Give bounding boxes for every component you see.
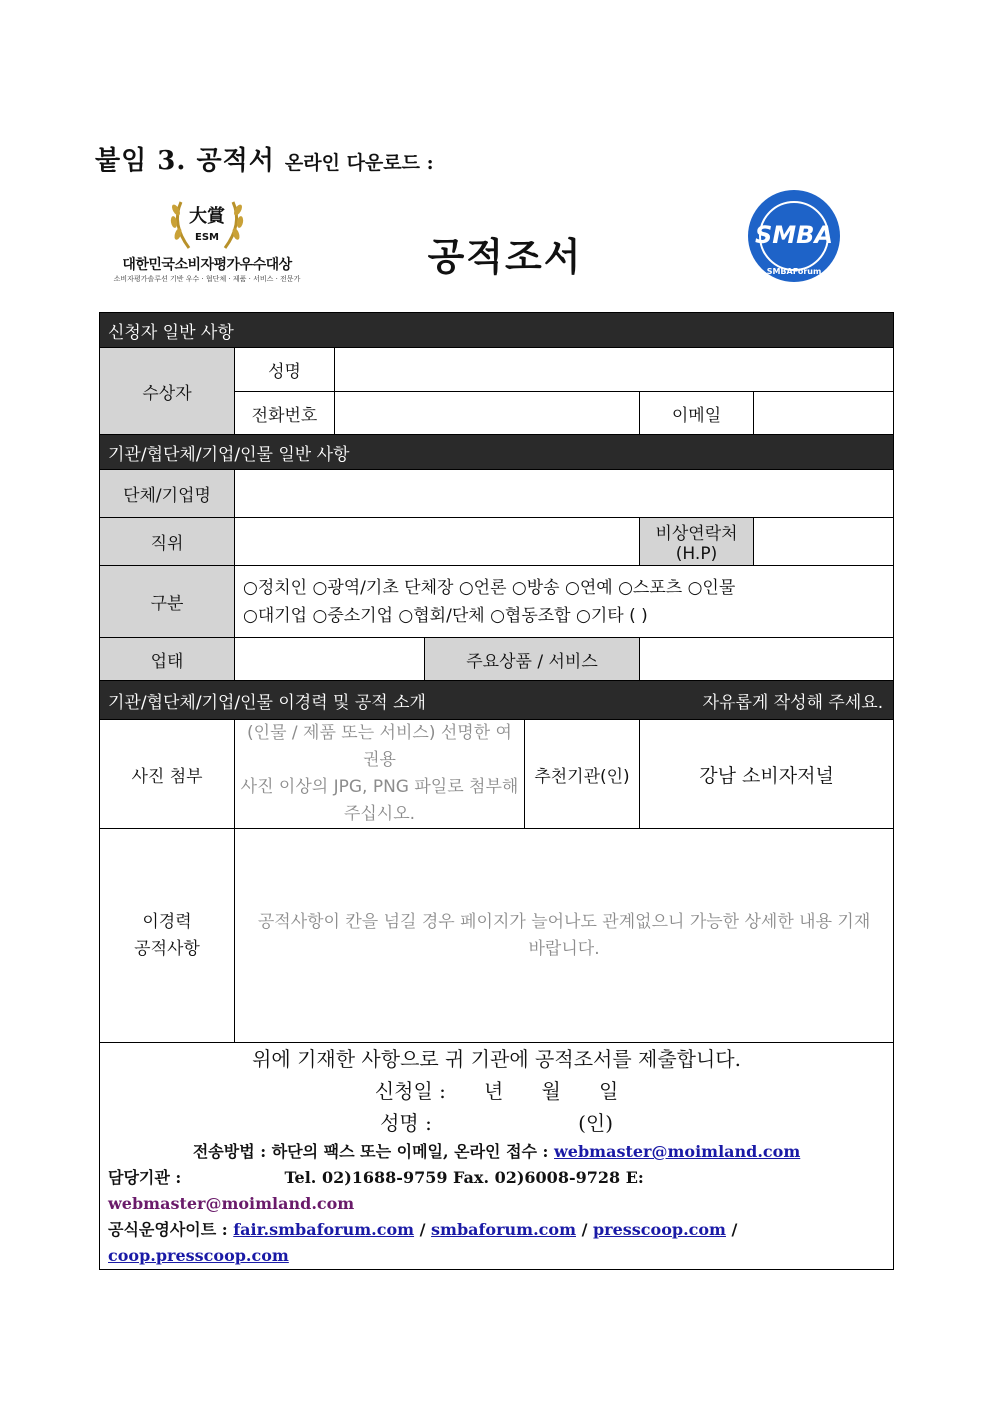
career-hint-line-1: 공적사항이 칸을 넘길 경우 페이지가 늘어나도 관계없으니 가능한 상세한 내용 기재 bbox=[257, 911, 871, 932]
svg-text:SMBA: SMBA bbox=[754, 221, 834, 249]
application-date-line: 신청일 : 년 월 일 bbox=[374, 1079, 619, 1103]
site-link-smbaforum[interactable]: smbaforum.com bbox=[431, 1220, 576, 1239]
section-applicant-header: 신청자 일반 사항 bbox=[100, 313, 894, 348]
main-product-label: 주요상품 / 서비스 bbox=[425, 638, 640, 681]
position-field[interactable] bbox=[235, 518, 640, 566]
photo-hint-line-2: 사진 이상의 JPG, PNG 파일로 첨부해 bbox=[240, 777, 519, 797]
email-field[interactable] bbox=[754, 392, 894, 435]
award-name: 대한민국소비자평가우수대상 bbox=[122, 257, 292, 273]
career-hint-line-2: 바랍니다. bbox=[528, 938, 600, 959]
photo-hint-line-1: (인물 / 제품 또는 서비스) 선명한 여권용 bbox=[247, 723, 512, 770]
name-field[interactable] bbox=[335, 348, 894, 392]
org-name-field[interactable] bbox=[235, 470, 894, 518]
submission-footer bbox=[100, 1043, 894, 1270]
form-title: 공적조서 bbox=[427, 237, 583, 279]
section-career-note: 자유롭게 작성해 주세요. bbox=[702, 692, 884, 713]
attachment-title: 붙임 3. 공적서 bbox=[95, 146, 275, 176]
svg-text:大賞: 大賞 bbox=[189, 206, 225, 227]
category-options[interactable] bbox=[235, 566, 894, 638]
official-sites-line: 공식운영사이트 : fair.smbaforum.com / smbaforum.com / presscoop.com / coop.presscoop.com bbox=[108, 1220, 738, 1265]
esm-award-logo bbox=[112, 194, 302, 290]
attachment-heading bbox=[95, 140, 434, 177]
contact-email[interactable]: webmaster@moimland.com bbox=[108, 1194, 355, 1213]
emergency-contact-label: 비상연락처(H.P) bbox=[640, 518, 754, 566]
recommender-label: 추천기관(인) bbox=[525, 720, 640, 829]
site-link-coop[interactable]: coop.presscoop.com bbox=[108, 1246, 289, 1265]
career-label: 이경력 공적사항 bbox=[100, 829, 235, 1043]
contact-line: 담당기관 : Tel. 02)1688-9759 Fax. 02)6008-9728 E: webmaster@moimland.com bbox=[108, 1168, 644, 1213]
main-product-field[interactable] bbox=[640, 638, 894, 681]
org-name-label: 단체/기업명 bbox=[100, 470, 235, 518]
smba-emblem-icon bbox=[744, 186, 844, 286]
site-link-presscoop[interactable]: presscoop.com bbox=[592, 1220, 726, 1239]
emergency-contact-field[interactable] bbox=[754, 518, 894, 566]
site-link-fair[interactable]: fair.smbaforum.com bbox=[233, 1220, 415, 1239]
submission-statement: 위에 기재한 사항으로 귀 기관에 공적조서를 제출합니다. bbox=[252, 1047, 741, 1071]
position-label: 직위 bbox=[100, 518, 235, 566]
phone-field[interactable] bbox=[335, 392, 640, 435]
send-method-line: 전송방법 : 하단의 팩스 또는 이메일, 온라인 접수 : webmaster@moimland.com bbox=[192, 1142, 801, 1161]
section-organization-header: 기관/협단체/기업/인물 일반 사항 bbox=[100, 435, 894, 470]
category-options-row-2[interactable]: ○대기업 ○중소기업 ○협회/단체 ○협동조합 ○기타 ( ) bbox=[243, 605, 648, 626]
award-tagline: 소비자평가솔루션 기반 우수 · 협단체 · 제품 · 서비스 · 전문가 bbox=[113, 275, 301, 283]
career-field[interactable] bbox=[235, 829, 894, 1043]
winner-label: 수상자 bbox=[100, 348, 235, 435]
photo-attach-field[interactable] bbox=[235, 720, 525, 829]
photo-hint-line-3: 주십시오. bbox=[343, 804, 416, 824]
svg-text:SMBAForum: SMBAForum bbox=[766, 267, 822, 276]
svg-text:ESM: ESM bbox=[195, 232, 219, 243]
category-options-row-1[interactable]: ○정치인 ○광역/기초 단체장 ○언론 ○방송 ○연예 ○스포츠 ○인물 bbox=[243, 577, 736, 598]
phone-label: 전화번호 bbox=[235, 392, 335, 435]
section-career-header bbox=[100, 681, 894, 720]
download-label: 온라인 다운로드 : bbox=[284, 152, 434, 174]
laurel-wreath-icon bbox=[167, 194, 247, 256]
signature-line: 성명 : (인) bbox=[380, 1111, 613, 1135]
recommender-value: 강남 소비자저널 bbox=[640, 720, 894, 829]
section-career-title: 기관/협단체/기업/인물 이경력 및 공적 소개 bbox=[108, 692, 426, 713]
award-application-form bbox=[99, 312, 894, 1270]
email-label: 이메일 bbox=[640, 392, 754, 435]
photo-attach-label: 사진 첨부 bbox=[100, 720, 235, 829]
smba-logo bbox=[744, 186, 844, 286]
name-label: 성명 bbox=[235, 348, 335, 392]
business-type-label: 업태 bbox=[100, 638, 235, 681]
send-email-link[interactable]: webmaster@moimland.com bbox=[554, 1142, 801, 1161]
business-type-field[interactable] bbox=[235, 638, 425, 681]
category-label: 구분 bbox=[100, 566, 235, 638]
